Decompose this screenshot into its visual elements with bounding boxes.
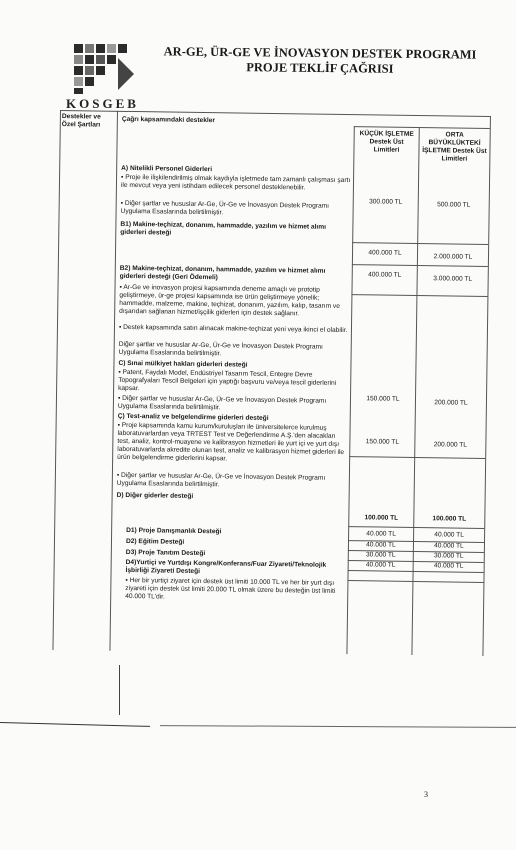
section-b2-title: B2) Makine-teçhizat, donanım, hammadde, yazılım ve hizmet alımı giderleri desteği (Geri Ödemeli) (119, 264, 326, 282)
table-line (349, 456, 485, 459)
section-cc-text-1: ▪ Proje kapsamında kamu kurum/kuruluşları ile üniversitelerce kurulmuş laboratuvarlardan veya TRTEST Test ve Değerlendirme A.Ş.'den alacakları test, analiz, kontrol-muayene ve kalibrasyon hizmetleri ile yurt içi ve yurt dışı laboratuvarlarda akredite olunan test, analiz ve kalibrasyon hizmet giderleri ile ürün belgelendirme giderlerini kapsar. (117, 421, 345, 463)
section-a-text-2: ▪ Diğer şartlar ve hususlar Ar-Ge, Ür-Ge ve İnovasyon Destek Programı Uygulama Esaslarında belirtilmiştir. (120, 199, 330, 217)
section-a-kucuk-value: 300.000 TL (369, 198, 403, 206)
section-d1-kucuk-value: 40.000 TL (366, 530, 396, 538)
section-c-text-2: ▪ Diğer şartlar ve hususlar Ar-Ge, Ür-Ge ve İnovasyon Destek Programı Uygulama Esaslarında belirtilmiştir. (117, 394, 327, 412)
section-a-title: A) Nitelikli Personel Giderleri (121, 164, 213, 174)
title-line-1: AR-GE, ÜR-GE VE İNOVASYON DESTEK PROGRAMI (163, 44, 477, 62)
document-title (160, 44, 480, 77)
pen-mark (119, 665, 120, 715)
section-d-kucuk-value: 100.000 TL (364, 514, 399, 522)
section-cc-title: Ç) Test-analiz ve belgelendirme giderleri desteği (117, 412, 269, 422)
section-d1-orta-value: 40.000 TL (434, 531, 464, 539)
section-b2-kucuk-value: 400.000 TL (368, 271, 402, 279)
column-header: Çağrı kapsamındaki destekler (121, 115, 216, 125)
section-b-text-3: Diğer şartlar ve hususlar Ar-Ge, Ür-Ge ve İnovasyon Destek Programı Uygulama Esaslarında belirtilmiştir. (118, 340, 323, 358)
kosgeb-logo (66, 40, 158, 110)
section-d1-title: D1) Proje Danışmanlık Desteği (126, 526, 222, 536)
scan-line (0, 722, 150, 727)
table-line (354, 126, 490, 129)
section-b2-orta-value: 3.000.000 TL (433, 275, 473, 283)
table-divider-1 (109, 111, 118, 651)
table-line (351, 294, 487, 297)
section-a-text-1: ▪ Proje ile ilişkilendirilmiş olmak kaydıyla işletmede tam zamanlı çalışması şartı ile mevcut veya yeni istihdam edilecek personel desteklenebilir. (120, 173, 351, 192)
section-d2-title: D2) Eğitim Desteği (125, 537, 185, 546)
section-c-title: C) Sınai mülkiyet hakları giderleri desteği (118, 359, 248, 369)
kucuk-header: KÜÇÜK İŞLETME Destek Üst Limitleri (359, 130, 414, 154)
section-d4-title: D4)Yurtiçi ve Yurtdışı Kongre/Konferans/Fuar Ziyareti/Teknolojik İşbirliği Ziyareti Desteği (125, 558, 327, 575)
title-line-2: PROJE TEKLİF ÇAĞRISI (246, 60, 394, 76)
table-border-left (52, 110, 61, 650)
section-c-kucuk-value: 150.000 TL (366, 395, 400, 403)
support-table (52, 110, 489, 656)
table-border-right (482, 116, 491, 656)
table-line (348, 526, 484, 529)
table-line (347, 580, 483, 583)
section-a-orta-value: 500.000 TL (437, 201, 471, 209)
section-d3-title: D3) Proje Tanıtım Desteği (125, 548, 206, 558)
left-header: Destekler ve Özel Şartları (61, 113, 101, 129)
section-cc-text-2: ▪ Diğer şartlar ve hususlar Ar-Ge, Ür-Ge ve İnovasyon Destek Programı Uygulama Esaslarında belirtilmiştir. (116, 471, 326, 489)
section-b1-kucuk-value: 400.000 TL (368, 249, 402, 257)
section-cc-orta-value: 200.000 TL (433, 441, 468, 449)
orta-header: ORTA BÜYÜKLÜKTEKİ İŞLETME Destek Üst Limitleri (422, 131, 487, 163)
logo-text: KOSGEB (66, 96, 139, 111)
section-c-orta-value: 200.000 TL (434, 399, 468, 407)
section-d4-text: ▪ Her bir yurtiçi ziyaret için destek üst limiti 10.000 TL ve her bir yurt dışı ziyareti için destek üst limiti 20.000 TL olmak üzere bu desteğin üst limiti 40.000 TL'dir. (125, 576, 336, 601)
section-b1-orta-value: 2.000.000 TL (433, 253, 473, 261)
section-d3-kucuk-value: 30.000 TL (365, 551, 396, 559)
section-d2-kucuk-value: 40.000 TL (366, 541, 396, 549)
section-cc-kucuk-value: 150.000 TL (365, 438, 400, 446)
section-b-text-1: ▪ Ar-Ge ve inovasyon projesi kapsamında deneme amaçlı ve prototip geliştirmeye, ür-ge projesi kapsamında ise ürün geliştirmeye yönelik; hammadde, malzeme, makine, teçhizat, donanım, yazılım, kalıp, tasarım ve dışarıdan sağlanan hizmet/işçilik giderleri için destek sağlanır. (119, 283, 340, 318)
section-d3-orta-value: 30.000 TL (433, 552, 464, 560)
section-b-text-2: ▪ Destek kapsamında satın alınacak makine-teçhizat yeni veya ikinci el olabilir. (118, 323, 348, 335)
scan-line (160, 725, 516, 728)
table-line (352, 242, 488, 245)
section-d4-orta-value: 40.000 TL (433, 562, 464, 570)
section-d-title: D) Diğer giderler desteği (116, 491, 194, 500)
section-d2-orta-value: 40.000 TL (434, 542, 464, 550)
section-d-orta-value: 100.000 TL (432, 515, 467, 523)
page-number: 3 (424, 790, 428, 799)
table-line (352, 264, 488, 267)
section-d4-kucuk-value: 40.000 TL (365, 561, 396, 569)
section-b1-title: B1) Makine-teçhizat, donanım, hammadde, yazılım ve hizmet alımı giderleri desteği (120, 220, 327, 237)
section-c-text-1: ▪ Patent, Faydalı Model, Endüstriyel Tasarım Tescil, Entegre Devre Topografyaları Tescil Belgeleri için yaptığı başvuru ve/veya tescil giderlerini kapsar. (118, 368, 337, 393)
kosgeb-logo-mark (74, 44, 140, 94)
